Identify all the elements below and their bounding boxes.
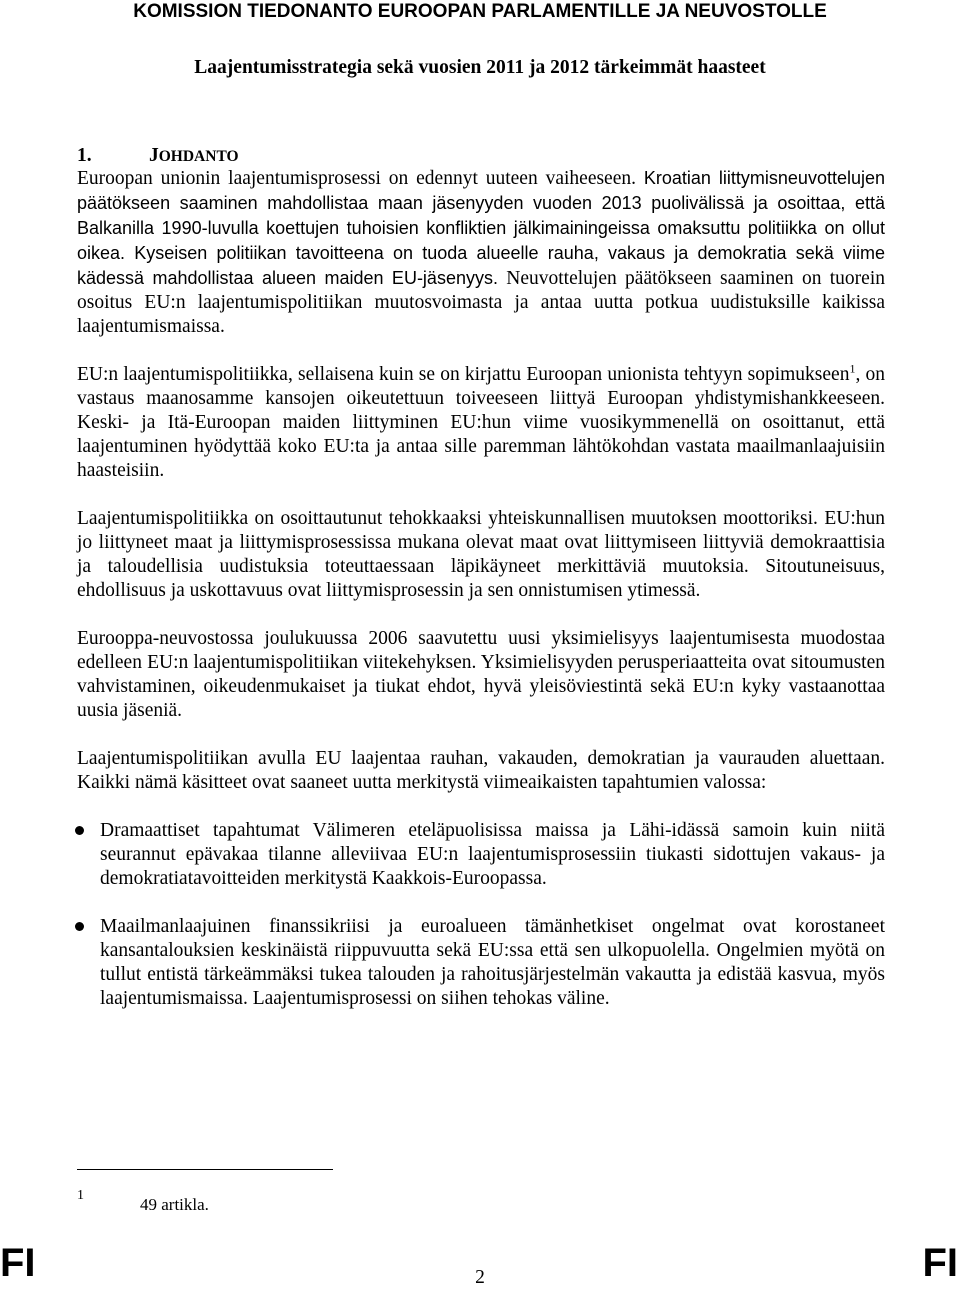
bullet-item bbox=[77, 915, 885, 1011]
footnote-mark: 1 bbox=[77, 1188, 84, 1203]
paragraph-2 bbox=[77, 363, 885, 483]
footnote-text: 49 artikla. bbox=[140, 1195, 209, 1214]
section-title bbox=[149, 145, 239, 166]
bullet-text: Dramaattiset tapahtumat Välimeren eteläpuolisissa maissa ja Lähi-idässä samoin kuin niitä seurannut epävakaa tilanne alleviivaa EU:n laajentumisprosessiin tiukasti sidottujen vakaus- ja demokratiatavoitteiden merkitystä Kaakkois-Euroopassa. bbox=[100, 820, 885, 889]
paragraph-2-part-b: , on vastaus maanosamme kansojen oikeutettuun toiveeseen liittyä Euroopan yhdistymishankkeeseen. Keski- ja Itä-Euroopan maiden liittyminen EU:hun viime vuosikymmenellä on osoittanut, että laajentuminen hyödyttää koko EU:ta ja antaa sille paremman lähtökohdan vastata maailmanlaajuisiin haasteisiin. bbox=[77, 364, 886, 481]
section-number: 1. bbox=[77, 145, 92, 166]
paragraph-1-part-a: Euroopan unionin laajentumisprosessi on edennyt uuteen vaiheeseen. bbox=[77, 168, 644, 189]
footnote-divider bbox=[77, 1169, 333, 1170]
paragraph-1-part-b: Kroatian liittymisneuvottelujen päätökseen saaminen mahdollistaa maan jäsenyyden vuoden 2013 puolivälissä ja osoittaa, että Balkanilla 1990-luvulla koettujen tuhoisien konfliktien jälkimainingeissa omaksuttu politiikka on ollut oikea. Kyseisen politiikan tavoitteena on tuoda alueelle rauha, vakaus ja demokratia sekä viime kädessä mahdollistaa alueen maiden EU-jäsenyys. bbox=[77, 168, 885, 288]
bullet-icon bbox=[75, 826, 84, 835]
paragraph-3: Laajentumispolitiikka on osoittautunut tehokkaaksi yhteiskunnallisen muutoksen moottoriksi. EU:hun jo liittyneet maat ja liittymisprosessissa mukana olevat maat ovat liittymiseen liittyviä demokraattisia ja taloudellisia uudistuksia toteuttaessaan läpikäyneet merkittäviä muutoksia. Sitoutuneisuus, ehdollisuus ja uskottavuus ovat liittymisprosessin ja sen onnistumisen ytimessä. bbox=[77, 508, 885, 601]
page-number: 2 bbox=[475, 1267, 485, 1288]
paragraph-2-part-a: EU:n laajentumispolitiikka, sellaisena kuin se on kirjattu Euroopan unionista tehtyyn sopimukseen bbox=[77, 364, 850, 385]
body-text bbox=[77, 166, 885, 1035]
paragraph-1-part-c: Neuvottelujen päätökseen saaminen on tuorein osoitus EU:n laajentumispolitiikan muutosvoimasta ja antaa uutta potkua uudistuksille kaikissa laajentumismaissa. bbox=[77, 268, 885, 337]
language-code-left: FI bbox=[0, 1241, 36, 1285]
bullet-item bbox=[77, 819, 885, 891]
document-subtitle: Laajentumisstrategia sekä vuosien 2011 ja 2012 tärkeimmät haasteet bbox=[194, 57, 766, 78]
footnote-reference: 1 bbox=[849, 361, 856, 376]
section-title-initial: J bbox=[149, 145, 159, 166]
paragraph-4: Eurooppa-neuvostossa joulukuussa 2006 saavutettu uusi yksimielisyys laajentumisesta muodostaa edelleen EU:n laajentumispolitiikan viitekehyksen. Yksimielisyyden perusperiaatteita ovat sitoumusten vahvistaminen, oikeudenmukaiset ja tiukat ehdot, hyvä yleisöviestintä sekä EU:n kyky vastaanottaa uusia jäseniä. bbox=[77, 628, 885, 721]
language-code-right: FI bbox=[922, 1241, 958, 1285]
bullet-text: Maailmanlaajuinen finanssikriisi ja euroalueen tämänhetkiset ongelmat ovat korostaneet kansantalouksien keskinäistä riippuvuutta sekä EU:ssa että sen ulkopuolella. Ongelmien myötä on tullut entistä tärkeämmäksi tukea talouden ja rahoitusjärjestelmän vakautta ja edistää kasvua, myös laajentumismaissa. Laajentumisprosessi on siihen tehokas väline. bbox=[100, 916, 885, 1009]
bullet-icon bbox=[75, 922, 84, 931]
document-title: KOMISSION TIEDONANTO EUROOPAN PARLAMENTILLE JA NEUVOSTOLLE bbox=[133, 1, 827, 22]
section-title-rest: OHDANTO bbox=[158, 148, 239, 165]
paragraph-1 bbox=[77, 166, 885, 339]
bullet-list bbox=[77, 819, 885, 1011]
paragraph-5: Laajentumispolitiikan avulla EU laajentaa rauhan, vakauden, demokratian ja vaurauden aluettaan. Kaikki nämä käsitteet ovat saaneet uutta merkitystä viimeaikaisten tapahtumien valossa: bbox=[77, 748, 885, 793]
